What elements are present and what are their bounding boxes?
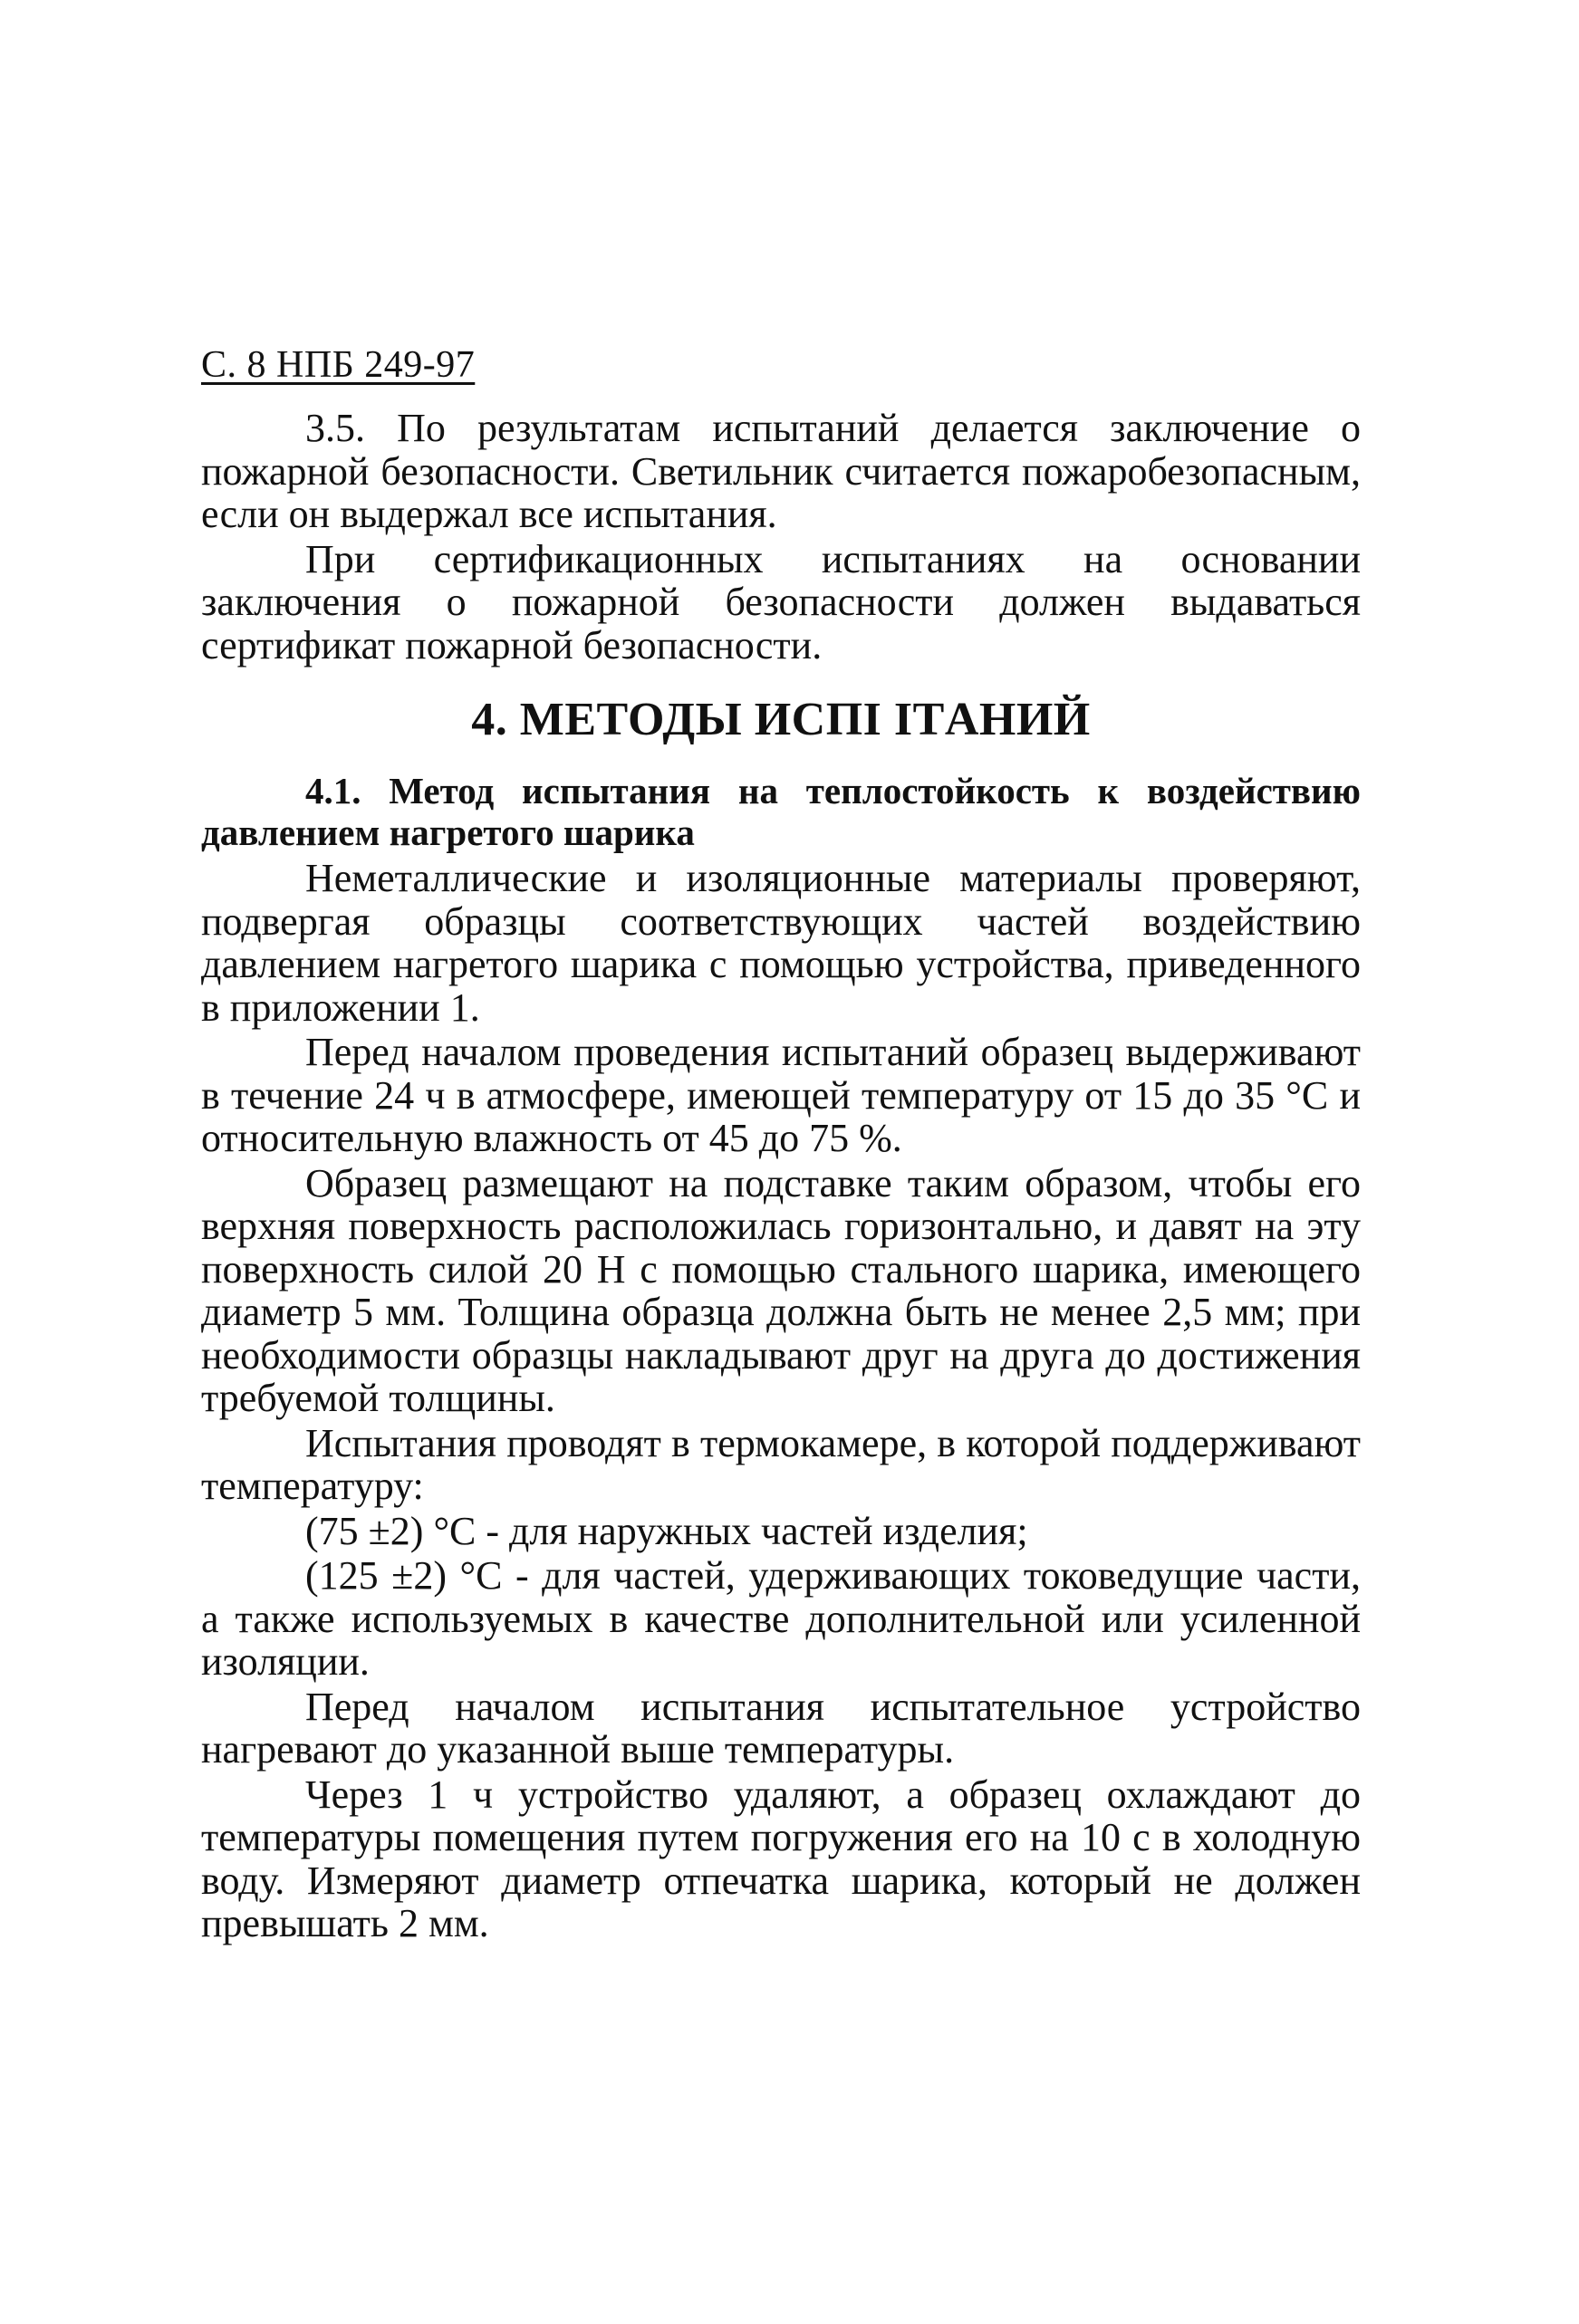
paragraph-preheat: Перед началом испытания испытательное устройство нагревают до указанной выше температуры. xyxy=(201,1684,1361,1772)
section-title: 4. МЕТОДЫ ИСПI ITАНИЙ xyxy=(471,694,1091,745)
paragraph-materials: Неметаллические и изоляционные материалы проверяют, подвергая образцы соответствующих частей воздействию давлением нагретого шарика с помощью устройства, приведенного в приложении 1. xyxy=(201,856,1361,1030)
paragraph-cooling-measure: Через 1 ч устройство удаляют, а образец охлаждают до температуры помещения путем погружения его на 10 с в холодную воду. Измеряют диаметр отпечатка шарика, который не должен превышать 2 мм. xyxy=(201,1772,1361,1945)
paragraph-certification: При сертификационных испытаниях на основании заключения о пожарной безопасности должен выдаваться сертификат пожарной безопасности. xyxy=(201,536,1361,667)
paragraph-temp-external: (75 ±2) °С - для наружных частей изделия; xyxy=(305,1508,1028,1553)
document-page xyxy=(201,340,1361,1947)
paragraph-conditioning: Перед началом проведения испытаний образец выдерживают в течение 24 ч в атмосфере, имеющей температуру от 15 до 35 °С и относительную влажность от 45 до 75 %. xyxy=(201,1030,1361,1160)
subsection-title: 4.1. Метод испытания на теплостойкость к воздействию давлением нагретого шарика xyxy=(201,770,1361,853)
running-head: С. 8 НПБ 249-97 xyxy=(201,344,476,386)
paragraph-3-5: 3.5. По результатам испытаний делается заключение о пожарной безопасности. Светильник считается пожаробезопасным, если он выдержал все испытания. xyxy=(201,406,1361,536)
paragraph-placement: Образец размещают на подставке таким образом, чтобы его верхняя поверхность расположилась горизонтально, и давят на эту поверхность силой 20 Н с помощью стального шарика, имеющего диаметр 5 мм. Толщина образца должна быть не менее 2,5 мм; при необходимости образцы накладывают друг на друга до достижения требуемой толщины. xyxy=(201,1160,1361,1420)
paragraph-temp-live-parts: (125 ±2) °С - для частей, удерживающих токоведущие части, а также используемых в качестве дополнительной или усиленной изоляции. xyxy=(201,1553,1361,1684)
paragraph-thermochamber: Испытания проводят в термокамере, в которой поддерживают температуру: xyxy=(201,1420,1361,1508)
